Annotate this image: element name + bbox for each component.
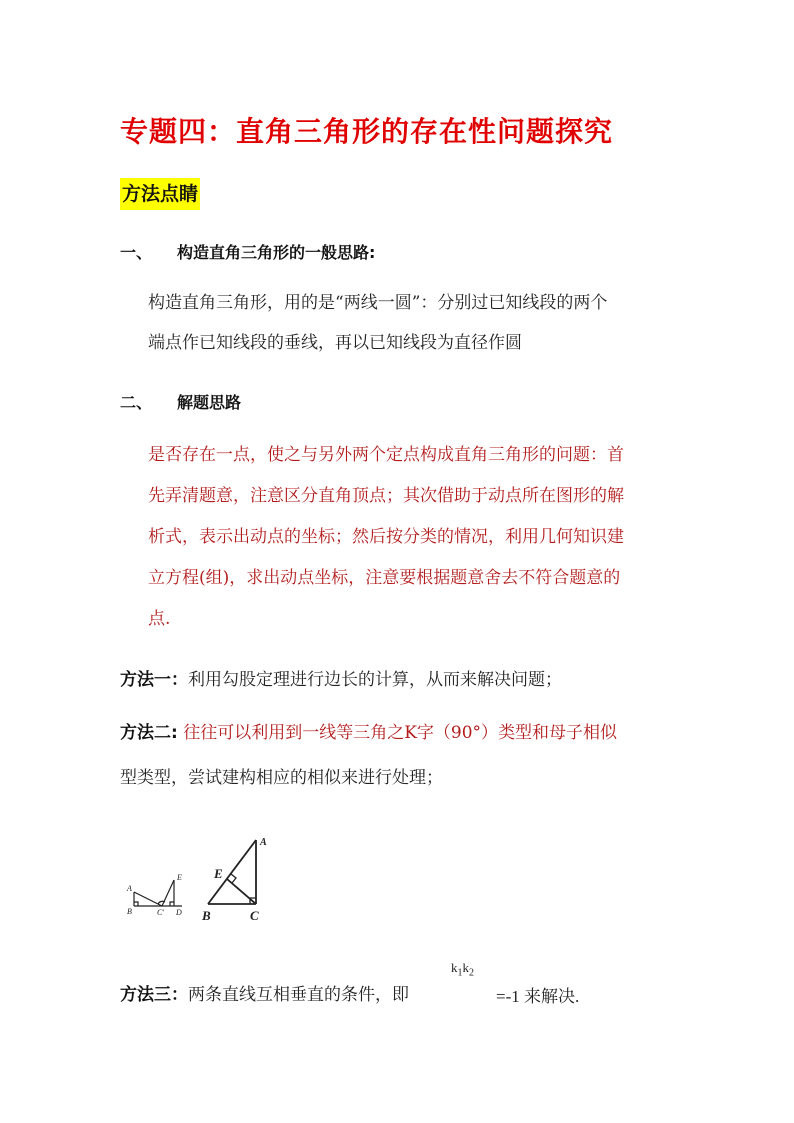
method3 bbox=[120, 980, 409, 1005]
method1-text: 利用勾股定理进行边长的计算，从而来解决问题； bbox=[188, 670, 562, 690]
method2-text-a: 往往可以利用到一线等三角之K字（90°） bbox=[183, 723, 499, 743]
label-b: B bbox=[202, 908, 211, 923]
k1-subscript: 1 bbox=[457, 967, 463, 979]
section1-heading bbox=[120, 240, 375, 263]
k2-letter: k bbox=[462, 960, 469, 975]
label-e: E bbox=[214, 866, 223, 881]
segment-ce bbox=[227, 879, 256, 904]
method1-label: 方法一： bbox=[120, 670, 188, 690]
method3-formula-rest: =-1 来解决. bbox=[496, 987, 580, 1006]
section2-number: 二、 bbox=[120, 393, 153, 412]
section1-title: 构造直角三角形的一般思路: bbox=[177, 243, 376, 262]
section2-line: 是否存在一点，使之与另外两个定点构成直角三角形的问题：首 bbox=[148, 445, 624, 465]
section2-line: 点. bbox=[148, 609, 171, 629]
k1k2-formula bbox=[451, 960, 474, 979]
method2-text-b: 类型和母子相似 bbox=[498, 723, 618, 743]
method2 bbox=[120, 718, 617, 743]
label-c: C' bbox=[157, 908, 165, 916]
k-shape-figure bbox=[124, 868, 194, 916]
section2-heading bbox=[120, 390, 241, 413]
label-a: A bbox=[260, 837, 267, 848]
section1-paragraph bbox=[148, 291, 688, 355]
mother-child-similar-figure bbox=[198, 832, 278, 928]
label-e: E bbox=[177, 873, 182, 882]
right-angle-e bbox=[231, 874, 236, 883]
label-a: A bbox=[127, 884, 132, 893]
method2-line2: 型类型，尝试建构相应的相似来进行处理； bbox=[120, 768, 443, 788]
method3-label: 方法三： bbox=[120, 985, 188, 1005]
section2-title: 解题思路 bbox=[177, 393, 242, 412]
method1 bbox=[120, 665, 562, 690]
section1-line: 端点作已知线段的垂线，再以已知线段为直径作圆 bbox=[148, 333, 522, 353]
k2-subscript: 2 bbox=[469, 967, 474, 979]
method3-text: 两条直线互相垂直的条件，即 bbox=[188, 985, 409, 1005]
method2-label: 方法二: bbox=[120, 723, 178, 743]
section2-line: 立方程(组)，求出动点坐标，注意要根据题意舍去不符合题意的 bbox=[148, 568, 621, 588]
label-d: D bbox=[176, 908, 182, 916]
section2-line: 析式，表示出动点的坐标；然后按分类的情况，利用几何知识建 bbox=[148, 527, 624, 547]
label-b: B bbox=[127, 907, 132, 916]
section2-line: 先弄清题意，注意区分直角顶点；其次借助于动点所在图形的解 bbox=[148, 486, 624, 506]
section1-number: 一、 bbox=[120, 243, 153, 262]
section1-line: 构造直角三角形，用的是“两线一圆”：分别过已知线段的两个 bbox=[148, 293, 608, 313]
k1-letter: k bbox=[451, 960, 458, 975]
highlighted-heading: 方法点睛 bbox=[120, 178, 200, 210]
label-c: C bbox=[250, 908, 259, 923]
page-title: 专题四：直角三角形的存在性问题探究 bbox=[120, 115, 614, 148]
section2-paragraph bbox=[148, 443, 688, 631]
